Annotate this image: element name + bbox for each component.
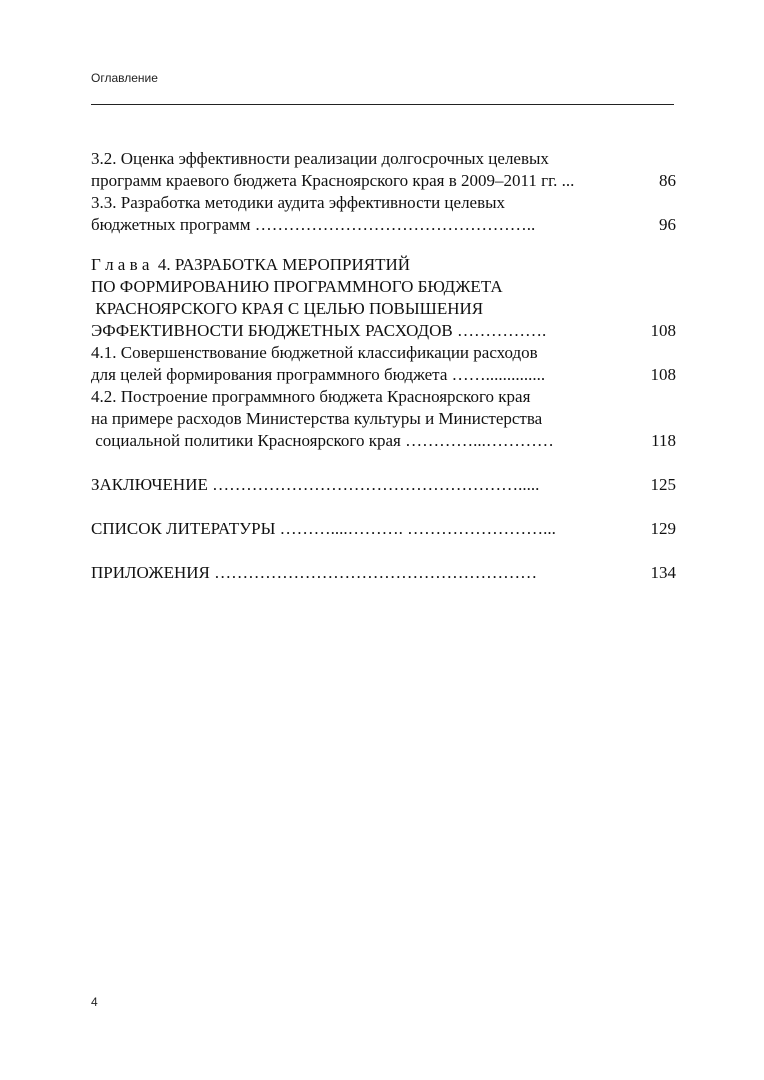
toc-entry-3-2 xyxy=(91,148,676,192)
toc-entry-4-2 xyxy=(91,386,676,452)
toc-chapter-line: ПО ФОРМИРОВАНИЮ ПРОГРАММНОГО БЮДЖЕТА xyxy=(91,277,503,296)
toc-entry-line: для целей формирования программного бюджета …….............. xyxy=(91,365,546,384)
toc-entry-line: 4.2. Построение программного бюджета Красноярского края xyxy=(91,387,531,406)
toc-entry-line: ПРИЛОЖЕНИЯ ………………………………………………… xyxy=(91,563,538,582)
toc-appendices xyxy=(91,562,676,584)
toc-entry-line: 4.1. Совершенствование бюджетной классификации расходов xyxy=(91,343,538,362)
spacer xyxy=(91,540,676,562)
toc-entry-line: СПИСОК ЛИТЕРАТУРЫ ………....………. ……………………... xyxy=(91,519,556,538)
page-number: 4 xyxy=(91,995,98,1009)
toc-entry-3-3 xyxy=(91,192,676,236)
table-of-contents xyxy=(91,148,676,584)
toc-chapter-line: ЭФФЕКТИВНОСТИ БЮДЖЕТНЫХ РАСХОДОВ ……………. xyxy=(91,321,547,340)
toc-page-number: 134 xyxy=(650,563,676,582)
toc-entry-line: бюджетных программ ………………………………………….. xyxy=(91,215,536,234)
toc-chapter-4 xyxy=(91,254,676,342)
toc-page-number: 125 xyxy=(650,475,676,494)
toc-entry-line: на примере расходов Министерства культуры и Министерства xyxy=(91,409,543,428)
toc-entry-4-1 xyxy=(91,342,676,386)
toc-page-number: 129 xyxy=(650,519,676,538)
toc-entry-line: 3.3. Разработка методики аудита эффективности целевых xyxy=(91,193,506,212)
spacer xyxy=(91,452,676,474)
toc-entry-line: ЗАКЛЮЧЕНИЕ ………………………………………………..... xyxy=(91,475,540,494)
header-rule xyxy=(91,104,674,105)
running-head-title: Оглавление xyxy=(91,71,158,85)
toc-entry-line: 3.2. Оценка эффективности реализации долгосрочных целевых xyxy=(91,149,549,168)
toc-chapter-line: КРАСНОЯРСКОГО КРАЯ С ЦЕЛЬЮ ПОВЫШЕНИЯ xyxy=(91,299,484,318)
toc-page-number: 96 xyxy=(659,215,676,234)
toc-conclusion xyxy=(91,474,676,496)
toc-entry-line: программ краевого бюджета Красноярского края в 2009–2011 гг. ... xyxy=(91,171,575,190)
toc-references xyxy=(91,518,676,540)
toc-page-number: 86 xyxy=(659,171,676,190)
toc-page-number: 108 xyxy=(650,321,676,340)
spacer xyxy=(91,236,676,254)
toc-page-number: 118 xyxy=(651,431,676,450)
toc-chapter-line: Г л а в а 4. РАЗРАБОТКА МЕРОПРИЯТИЙ xyxy=(91,255,411,274)
spacer xyxy=(91,496,676,518)
toc-page-number: 108 xyxy=(650,365,676,384)
toc-entry-line: социальной политики Красноярского края …………...………… xyxy=(91,431,554,450)
